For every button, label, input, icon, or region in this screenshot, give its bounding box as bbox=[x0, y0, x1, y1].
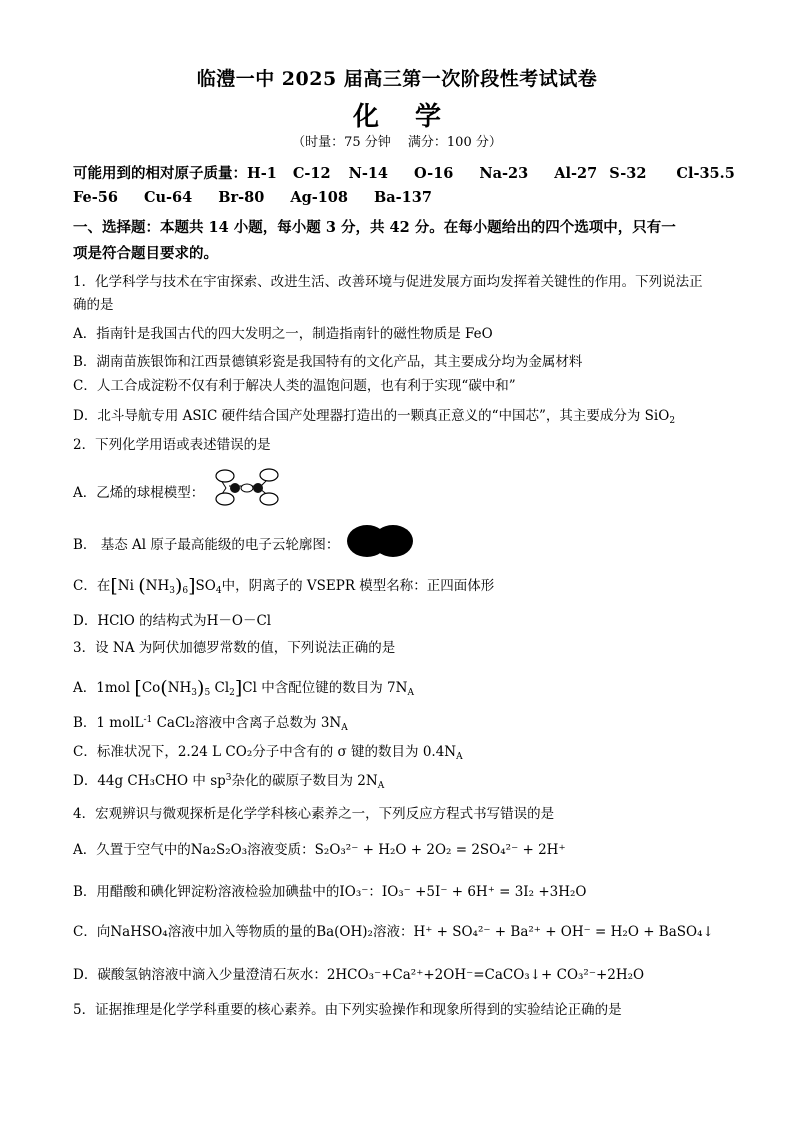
right-paren-glyph: ) bbox=[174, 575, 183, 597]
q4-option-a: A．久置于空气中的Na₂S₂O₃溶液变质：S₂O₃²⁻ + H₂O + 2O₂ = 2SO₄²⁻ + 2H⁺ bbox=[73, 842, 566, 858]
q1-option-d-text: D．北斗导航专用 ASIC 硬件结合国产处理器打造出的一颗真正意义的“中国芯”，其主要成分为 bbox=[73, 408, 641, 424]
q3-option-a bbox=[73, 676, 414, 699]
p-orbital-cloud-icon bbox=[346, 524, 414, 558]
q3-b-text: B．1 molL bbox=[73, 715, 144, 731]
q2-c-suffix: 中，阴离子的 VSEPR 模型名称：正四面体形 bbox=[221, 578, 495, 594]
mass-ag: Ag-108 bbox=[290, 189, 348, 206]
q1-option-a: A．指南针是我国古代的四大发明之一，制造指南针的磁性物质是 FeO bbox=[73, 326, 493, 342]
ni-text: Ni bbox=[117, 578, 134, 594]
mass-cu: Cu-64 bbox=[143, 189, 193, 206]
masses-label: 可能用到的相对原子质量： bbox=[73, 165, 247, 182]
nh3-subscript: 3 bbox=[191, 688, 198, 698]
cl-subscript: 2 bbox=[229, 688, 235, 698]
so4-text: SO bbox=[195, 578, 216, 594]
mass-cl: Cl-35.5 bbox=[676, 165, 735, 182]
q2-option-b: B． 基态 Al 原子最高能级的电子云轮廓图： bbox=[73, 537, 340, 553]
q1-option-d-formula bbox=[645, 408, 675, 424]
q3-d-text: D．44g CH₃CHO 中 sp bbox=[73, 773, 226, 789]
q3-a-prefix: A．1mol bbox=[73, 680, 131, 696]
q3-stem: 3．设 NA 为阿伏加德罗常数的值，下列说法正确的是 bbox=[73, 640, 396, 656]
left-paren-glyph: ( bbox=[160, 677, 168, 699]
q4-stem: 4．宏观辨识与微观探析是化学学科核心素养之一，下列反应方程式书写错误的是 bbox=[73, 806, 555, 822]
q1-option-c: C．人工合成淀粉不仅有利于解决人类的温饱问题，也有利于实现“碳中和” bbox=[73, 378, 516, 394]
section-heading-line-2: 项是符合题目要求的。 bbox=[73, 245, 218, 262]
q3-option-c bbox=[73, 740, 463, 762]
co-text: Co bbox=[141, 680, 161, 696]
q3-a-suffix: Cl 中含配位键的数目为 7N bbox=[242, 680, 408, 696]
q2-c-prefix: C．在 bbox=[73, 578, 111, 594]
mass-br: Br-80 bbox=[218, 189, 265, 206]
q3-d-suffix: 杂化的碳原子数目为 2N bbox=[231, 773, 378, 789]
mass-ba: Ba-137 bbox=[374, 189, 432, 206]
cl-text: Cl bbox=[214, 680, 230, 696]
nh3-text: NH bbox=[167, 680, 192, 696]
q2-option-c bbox=[73, 574, 494, 597]
sp3-superscript: 3 bbox=[225, 773, 232, 783]
q2-option-a: A．乙烯的球棍模型： bbox=[73, 485, 205, 501]
sio-subscript: 2 bbox=[669, 416, 676, 426]
q4-option-c: C．向NaHSO₄溶液中加入等物质的量的Ba(OH)₂溶液：H⁺ + SO₄²⁻ + Ba²⁺ + OH⁻ = H₂O + BaSO₄↓ bbox=[73, 924, 714, 940]
q3-b-superscript: -1 bbox=[143, 715, 153, 725]
q1-stem-line-2: 确的是 bbox=[73, 297, 114, 313]
q4-option-d: D．碳酸氢钠溶液中滴入少量澄清石灰水：2HCO₃⁻+Ca²⁺+2OH⁻=CaCO₃↓+ CO₃²⁻+2H₂O bbox=[73, 967, 645, 983]
q2-stem: 2．下列化学用语或表述错误的是 bbox=[73, 437, 271, 453]
right-bracket-glyph: ] bbox=[188, 575, 196, 597]
nh3-text: NH bbox=[145, 578, 170, 594]
left-bracket-glyph: [ bbox=[134, 677, 142, 699]
na-subscript: A bbox=[377, 781, 385, 791]
mass-c: C-12 bbox=[292, 165, 331, 182]
ethylene-ball-stick-model-icon bbox=[208, 466, 286, 506]
q1-option-b: B．湖南苗族银饰和江西景德镇彩瓷是我国特有的文化产品，其主要成分均为金属材料 bbox=[73, 354, 583, 370]
q1-stem-line-1: 1．化学科学与技术在宇宙探索、改进生活、改善环境与促进发展方面均发挥着关键性的作用。下列说法正 bbox=[73, 274, 703, 290]
so4-subscript: 4 bbox=[215, 586, 222, 596]
left-paren-glyph: ( bbox=[138, 575, 146, 597]
q3-option-d bbox=[73, 769, 384, 791]
mass-na: Na-23 bbox=[479, 165, 529, 182]
na-subscript: A bbox=[456, 752, 463, 762]
time-score-info: （时量：75 分钟 满分：100 分） bbox=[292, 135, 502, 150]
sio-text: SiO bbox=[644, 408, 670, 424]
na-subscript: A bbox=[407, 688, 414, 698]
q4-option-b: B．用醋酸和碘化钾淀粉溶液检验加碘盐中的IO₃⁻：IO₃⁻ +5I⁻ + 6H⁺ = 3I₂ +3H₂O bbox=[73, 884, 587, 900]
mass-o: O-16 bbox=[414, 165, 454, 182]
six-subscript: 6 bbox=[182, 586, 189, 596]
q3-b-suffix: CaCl₂溶液中含离子总数为 3N bbox=[152, 715, 342, 731]
right-bracket-glyph: ] bbox=[234, 677, 243, 699]
five-subscript: 5 bbox=[204, 688, 211, 698]
q5-stem: 5．证据推理是化学学科重要的核心素养。由下列实验操作和现象所得到的实验结论正确的是 bbox=[73, 1002, 622, 1018]
right-paren-glyph: ) bbox=[197, 677, 205, 699]
exam-title: 临澧一中 2025 届高三第一次阶段性考试试卷 bbox=[196, 68, 598, 90]
section-heading-line-1: 一、选择题：本题共 14 小题，每小题 3 分，共 42 分。在每小题给出的四个选项中，只有一 bbox=[73, 219, 676, 236]
mass-al: Al-27 bbox=[554, 165, 598, 182]
mass-s: S-32 bbox=[609, 165, 647, 182]
subject-title: 化学 bbox=[352, 102, 477, 132]
atomic-masses-row-2 bbox=[73, 189, 432, 206]
atomic-masses-row-1 bbox=[73, 162, 735, 183]
q1-option-d bbox=[73, 404, 675, 426]
q3-c-text: C．标准状况下，2.24 L CO₂分子中含有的 σ 键的数目为 0.4N bbox=[73, 744, 457, 760]
q3-option-b bbox=[73, 711, 348, 733]
nh3-subscript: 3 bbox=[169, 586, 175, 596]
na-subscript: A bbox=[341, 723, 348, 733]
q2-option-d: D．HClO 的结构式为H－O－Cl bbox=[73, 613, 272, 629]
mass-n: N-14 bbox=[348, 165, 389, 182]
mass-fe: Fe-56 bbox=[73, 189, 118, 206]
left-bracket-glyph: [ bbox=[110, 575, 118, 597]
mass-h: H-1 bbox=[247, 165, 277, 182]
